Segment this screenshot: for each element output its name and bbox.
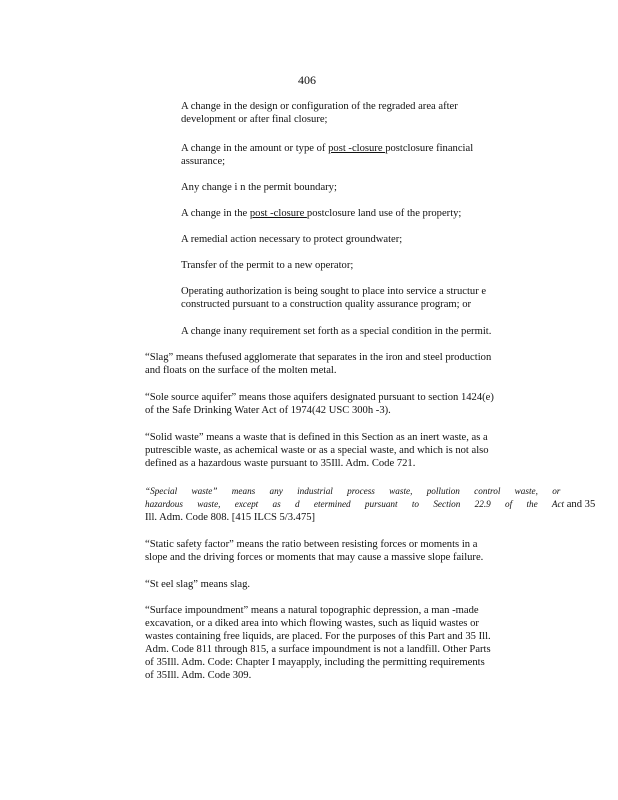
- definition-line: putrescible waste, as achemical waste or as a special waste, and which is not also: [145, 445, 489, 456]
- statutory-text: hazardous waste, except as d etermined pursuant to Section 22.9 of the Act: [145, 499, 565, 509]
- definition-line: “Sole source aquifer” means those aquifers designated pursuant to section 1424(e): [145, 392, 494, 403]
- definition-slag: [145, 351, 535, 377]
- item-special-requirement: [181, 325, 531, 338]
- deleted-text: post -closure: [328, 143, 386, 154]
- item-line: Transfer of the permit to a new operator;: [181, 260, 354, 271]
- text-run: A change in the: [181, 208, 250, 219]
- text-run: postclosure land use of the property;: [306, 208, 462, 219]
- text-run: postclosure financial: [385, 143, 474, 154]
- definition-line: “Slag” means thefused agglomerate that separates in the iron and steel production: [145, 352, 492, 363]
- item-line: A change inany requirement set forth as a special condition in the permit.: [181, 326, 492, 337]
- item-line: Operating authorization is being sought to place into service a structur e: [181, 286, 487, 297]
- item-land-use: [181, 207, 531, 220]
- text-run: A change in the amount or type of: [181, 143, 329, 154]
- definition-line: slope and the driving forces or moments that may cause a massive slope failure.: [145, 552, 484, 563]
- definition-line: defined as a hazardous waste pursuant to 35Ill. Adm. Code 721.: [145, 458, 416, 469]
- definition-special-waste: [145, 485, 596, 524]
- item-permit-boundary: [181, 181, 531, 194]
- item-remedial-action: [181, 233, 531, 246]
- item-line: A change in the design or configuration of the regraded area after: [181, 101, 458, 112]
- item-line: [181, 207, 531, 220]
- item-transfer: [181, 259, 531, 272]
- definition-line: of the Safe Drinking Water Act of 1974(42 USC 300h -3).: [145, 405, 391, 416]
- definition-surface-impoundment: [145, 604, 535, 682]
- definition-static-safety-factor: [145, 538, 535, 564]
- definition-solid-waste: [145, 431, 535, 470]
- page-number: 406: [298, 73, 316, 87]
- item-line: development or after final closure;: [181, 114, 328, 125]
- item-line: A remedial action necessary to protect groundwater;: [181, 234, 403, 245]
- definition-line: Ill. Adm. Code 808. [415 ILCS 5/3.475]: [145, 512, 316, 523]
- item-financial-assurance: [181, 142, 531, 168]
- definition-line: “Surface impoundment” means a natural topographic depression, a man -made: [145, 605, 479, 616]
- definition-steel-slag: [145, 578, 535, 591]
- definition-line: [145, 498, 596, 511]
- definition-line: excavation, or a diked area into which flowing wastes, such as liquid wastes or: [145, 618, 479, 629]
- definition-line: “St eel slag” means slag.: [145, 579, 251, 590]
- text-run: and 35: [566, 499, 596, 510]
- item-line: constructed pursuant to a construction quality assurance program; or: [181, 299, 472, 310]
- definition-line: “Static safety factor” means the ratio between resisting forces or moments in a: [145, 539, 478, 550]
- definition-line: wastes containing free liquids, are placed. For the purposes of this Part and 35 Ill.: [145, 631, 491, 642]
- item-line: [181, 142, 531, 155]
- definition-line: Adm. Code 811 through 815, a surface impoundment is not a landfill. Other Parts: [145, 644, 491, 655]
- item-line: assurance;: [181, 156, 226, 167]
- definition-line: and floats on the surface of the molten metal.: [145, 365, 337, 376]
- definition-sole-source-aquifer: [145, 391, 535, 417]
- item-design-change: [181, 100, 531, 126]
- definition-line: of 35Ill. Adm. Code 309.: [145, 670, 252, 681]
- deleted-text: post -closure: [249, 208, 307, 219]
- definition-line: “Special waste” means any industrial process waste, pollution control waste, or: [145, 486, 561, 496]
- definition-line: of 35Ill. Adm. Code: Chapter I mayapply, including the permitting requirements: [145, 657, 485, 668]
- item-operating-authorization: [181, 285, 531, 311]
- definition-line: “Solid waste” means a waste that is defined in this Section as an inert waste, as a: [145, 432, 488, 443]
- item-line: Any change i n the permit boundary;: [181, 182, 337, 193]
